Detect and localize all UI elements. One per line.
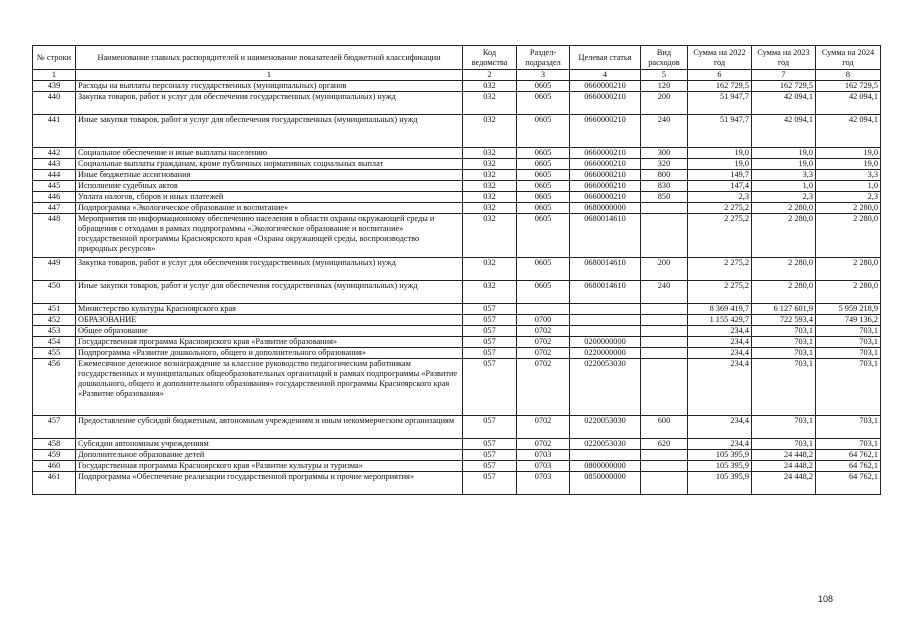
department-code: 032 xyxy=(463,159,517,170)
table-row xyxy=(33,439,881,450)
department-code: 057 xyxy=(463,416,517,439)
column-number-2: 2 xyxy=(463,70,517,81)
department-code: 057 xyxy=(463,450,517,461)
table-row xyxy=(33,472,881,495)
sum-2023: 24 448,2 xyxy=(752,450,816,461)
row-name: ОБРАЗОВАНИЕ xyxy=(76,315,463,326)
expense-type-code xyxy=(641,315,688,326)
row-name: Министерство культуры Красноярского края xyxy=(76,304,463,315)
sum-2023: 722 593,4 xyxy=(752,315,816,326)
sum-2023: 703,1 xyxy=(752,348,816,359)
sum-2022: 149,7 xyxy=(688,170,752,181)
sum-2023: 703,1 xyxy=(752,439,816,450)
sum-2023: 42 094,1 xyxy=(752,115,816,148)
sum-2024: 42 094,1 xyxy=(816,115,881,148)
row-name: Государственная программа Красноярского края «Развитие образования» xyxy=(76,337,463,348)
row-number: 458 xyxy=(33,439,76,450)
table-row xyxy=(33,159,881,170)
header-row xyxy=(33,46,881,70)
target-item-code: 0850000000 xyxy=(570,472,641,495)
row-number: 451 xyxy=(33,304,76,315)
row-name: Общее образование xyxy=(76,326,463,337)
row-number: 441 xyxy=(33,115,76,148)
section-code: 0702 xyxy=(517,348,570,359)
sum-2024: 2 280,0 xyxy=(816,203,881,214)
row-number: 448 xyxy=(33,214,76,258)
expense-type-code: 600 xyxy=(641,416,688,439)
target-item-code xyxy=(570,326,641,337)
table-row xyxy=(33,359,881,416)
sum-2024: 2,3 xyxy=(816,192,881,203)
section-code: 0605 xyxy=(517,203,570,214)
table-row xyxy=(33,258,881,281)
row-number: 454 xyxy=(33,337,76,348)
sum-2024: 19,0 xyxy=(816,148,881,159)
sum-2024: 3,3 xyxy=(816,170,881,181)
sum-2022: 19,0 xyxy=(688,159,752,170)
row-name: Мероприятия по информационному обеспечению населения в области охраны окружающей среды и обращения с отходами в рамках подпрограммы «Экологическое образование и воспитание» государственной программы Красноярского края «Охрана окружающей среды, воспроизводство природных ресурсов» xyxy=(76,214,463,258)
sum-2022: 2 275,2 xyxy=(688,258,752,281)
expense-type-code: 200 xyxy=(641,92,688,115)
row-number: 460 xyxy=(33,461,76,472)
table-row xyxy=(33,214,881,258)
table-row xyxy=(33,192,881,203)
sum-2023: 3,3 xyxy=(752,170,816,181)
header-section: Раздел-подраздел xyxy=(517,46,570,70)
row-number: 449 xyxy=(33,258,76,281)
sum-2022: 105 395,9 xyxy=(688,472,752,495)
department-code: 032 xyxy=(463,281,517,304)
row-name: Подпрограмма «Экологическое образование и воспитание» xyxy=(76,203,463,214)
row-number: 452 xyxy=(33,315,76,326)
target-item-code: 0660000210 xyxy=(570,92,641,115)
sum-2023: 2 280,0 xyxy=(752,258,816,281)
expense-type-code: 850 xyxy=(641,192,688,203)
target-item-code xyxy=(570,450,641,461)
sum-2024: 2 280,0 xyxy=(816,258,881,281)
row-number: 440 xyxy=(33,92,76,115)
sum-2023: 19,0 xyxy=(752,159,816,170)
target-item-code: 0680000000 xyxy=(570,203,641,214)
sum-2023: 703,1 xyxy=(752,416,816,439)
header-target-item: Целевая статья xyxy=(570,46,641,70)
department-code: 057 xyxy=(463,359,517,416)
sum-2024: 703,1 xyxy=(816,337,881,348)
sum-2023: 703,1 xyxy=(752,359,816,416)
department-code: 032 xyxy=(463,181,517,192)
expense-type-code xyxy=(641,203,688,214)
section-code: 0605 xyxy=(517,81,570,92)
expense-type-code: 300 xyxy=(641,148,688,159)
department-code: 032 xyxy=(463,170,517,181)
department-code: 057 xyxy=(463,315,517,326)
sum-2024: 162 729,5 xyxy=(816,81,881,92)
row-name: Закупка товаров, работ и услуг для обеспечения государственных (муниципальных) нужд xyxy=(76,258,463,281)
row-number: 447 xyxy=(33,203,76,214)
sum-2022: 147,4 xyxy=(688,181,752,192)
header-sum-2024: Сумма на 2024 год xyxy=(816,46,881,70)
section-code: 0700 xyxy=(517,315,570,326)
column-number-3: 3 xyxy=(517,70,570,81)
row-name: Субсидии автономным учреждениям xyxy=(76,439,463,450)
table-row xyxy=(33,416,881,439)
header-department-code: Код ведомства xyxy=(463,46,517,70)
section-code: 0605 xyxy=(517,281,570,304)
department-code: 057 xyxy=(463,439,517,450)
sum-2022: 105 395,9 xyxy=(688,450,752,461)
sum-2022: 234,4 xyxy=(688,348,752,359)
page-number: 108 xyxy=(818,594,834,604)
sum-2022: 19,0 xyxy=(688,148,752,159)
section-code: 0605 xyxy=(517,92,570,115)
expense-type-code: 240 xyxy=(641,115,688,148)
sum-2024: 42 094,1 xyxy=(816,92,881,115)
sum-2024: 19,0 xyxy=(816,159,881,170)
expense-type-code xyxy=(641,450,688,461)
row-name: Подпрограмма «Развитие дошкольного, общего и дополнительного образования» xyxy=(76,348,463,359)
department-code: 057 xyxy=(463,348,517,359)
expense-type-code xyxy=(641,472,688,495)
header-name: Наименование главных распорядителей и наименование показателей бюджетной классификации xyxy=(76,46,463,70)
row-name: Государственная программа Красноярского края «Развитие культуры и туризма» xyxy=(76,461,463,472)
header-sum-2022: Сумма на 2022 год xyxy=(688,46,752,70)
sum-2022: 234,4 xyxy=(688,337,752,348)
sum-2024: 5 959 218,9 xyxy=(816,304,881,315)
expense-type-code: 120 xyxy=(641,81,688,92)
sum-2024: 64 762,1 xyxy=(816,461,881,472)
target-item-code: 0660000210 xyxy=(570,81,641,92)
sum-2022: 234,4 xyxy=(688,359,752,416)
expense-type-code xyxy=(641,304,688,315)
row-name: Закупка товаров, работ и услуг для обеспечения государственных (муниципальных) нужд xyxy=(76,92,463,115)
sum-2024: 703,1 xyxy=(816,439,881,450)
sum-2022: 51 947,7 xyxy=(688,115,752,148)
row-number: 443 xyxy=(33,159,76,170)
table-row xyxy=(33,92,881,115)
row-name: Социальные выплаты гражданам, кроме публичных нормативных социальных выплат xyxy=(76,159,463,170)
target-item-code: 0660000210 xyxy=(570,148,641,159)
sum-2024: 703,1 xyxy=(816,326,881,337)
table-row xyxy=(33,170,881,181)
table-row xyxy=(33,337,881,348)
target-item-code: 0660000210 xyxy=(570,192,641,203)
target-item-code: 0220000000 xyxy=(570,348,641,359)
target-item-code: 0660000210 xyxy=(570,159,641,170)
expense-type-code: 800 xyxy=(641,170,688,181)
expense-type-code xyxy=(641,337,688,348)
row-name: Предоставление субсидий бюджетным, автономным учреждениям и иным некоммерческим организациям xyxy=(76,416,463,439)
table-row xyxy=(33,326,881,337)
sum-2022: 234,4 xyxy=(688,416,752,439)
department-code: 057 xyxy=(463,304,517,315)
row-number: 450 xyxy=(33,281,76,304)
table-row xyxy=(33,181,881,192)
section-code: 0703 xyxy=(517,472,570,495)
row-name: Ежемесячное денежное вознаграждение за классное руководство педагогическим работникам государственных и муниципальных общеобразовательных организаций в рамках подпрограммы «Развитие дошкольного, общего и дополнительного образования» государственной программы Красноярского края «Развитие образования» xyxy=(76,359,463,416)
sum-2023: 703,1 xyxy=(752,337,816,348)
header-sum-2023: Сумма на 2023 год xyxy=(752,46,816,70)
target-item-code: 0660000210 xyxy=(570,181,641,192)
sum-2023: 24 448,2 xyxy=(752,472,816,495)
sum-2023: 19,0 xyxy=(752,148,816,159)
sum-2022: 51 947,7 xyxy=(688,92,752,115)
sum-2023: 162 729,5 xyxy=(752,81,816,92)
section-code: 0605 xyxy=(517,192,570,203)
section-code: 0702 xyxy=(517,416,570,439)
sum-2022: 8 369 419,7 xyxy=(688,304,752,315)
department-code: 032 xyxy=(463,214,517,258)
sum-2023: 2 280,0 xyxy=(752,214,816,258)
sum-2024: 64 762,1 xyxy=(816,472,881,495)
table-row xyxy=(33,304,881,315)
section-code: 0702 xyxy=(517,439,570,450)
sum-2023: 6 127 601,9 xyxy=(752,304,816,315)
department-code: 032 xyxy=(463,115,517,148)
sum-2024: 703,1 xyxy=(816,348,881,359)
sum-2022: 234,4 xyxy=(688,326,752,337)
sum-2023: 42 094,1 xyxy=(752,92,816,115)
sum-2022: 162 729,5 xyxy=(688,81,752,92)
header-expense-type: Вид расходов xyxy=(641,46,688,70)
target-item-code: 0680014610 xyxy=(570,281,641,304)
expense-type-code: 200 xyxy=(641,258,688,281)
column-number-7: 7 xyxy=(752,70,816,81)
sum-2022: 234,4 xyxy=(688,439,752,450)
expense-type-code xyxy=(641,348,688,359)
expense-type-code: 320 xyxy=(641,159,688,170)
section-code: 0605 xyxy=(517,170,570,181)
sum-2022: 2 275,2 xyxy=(688,203,752,214)
section-code: 0605 xyxy=(517,181,570,192)
row-number: 459 xyxy=(33,450,76,461)
target-item-code xyxy=(570,304,641,315)
sum-2022: 2,3 xyxy=(688,192,752,203)
department-code: 032 xyxy=(463,81,517,92)
table-row xyxy=(33,281,881,304)
section-code: 0605 xyxy=(517,115,570,148)
table-row xyxy=(33,115,881,148)
target-item-code: 0680014610 xyxy=(570,258,641,281)
column-number-6: 6 xyxy=(688,70,752,81)
column-number-1: 1 xyxy=(33,70,76,81)
column-numbers-row xyxy=(33,70,881,81)
department-code: 057 xyxy=(463,461,517,472)
expense-type-code xyxy=(641,461,688,472)
column-number-4: 4 xyxy=(570,70,641,81)
sum-2024: 64 762,1 xyxy=(816,450,881,461)
row-name: Иные закупки товаров, работ и услуг для обеспечения государственных (муниципальных) нужд xyxy=(76,115,463,148)
section-code: 0605 xyxy=(517,214,570,258)
row-number: 453 xyxy=(33,326,76,337)
section-code: 0605 xyxy=(517,159,570,170)
sum-2024: 703,1 xyxy=(816,359,881,416)
expense-type-code: 830 xyxy=(641,181,688,192)
table-row xyxy=(33,315,881,326)
section-code: 0702 xyxy=(517,337,570,348)
expense-type-code xyxy=(641,359,688,416)
target-item-code: 0660000210 xyxy=(570,115,641,148)
expense-type-code xyxy=(641,214,688,258)
sum-2024: 1,0 xyxy=(816,181,881,192)
department-code: 057 xyxy=(463,472,517,495)
row-number: 446 xyxy=(33,192,76,203)
table-row xyxy=(33,450,881,461)
department-code: 057 xyxy=(463,326,517,337)
table-body xyxy=(33,81,881,495)
department-code: 057 xyxy=(463,337,517,348)
table-row xyxy=(33,348,881,359)
department-code: 032 xyxy=(463,203,517,214)
section-code: 0605 xyxy=(517,258,570,281)
section-code: 0702 xyxy=(517,326,570,337)
expense-type-code: 620 xyxy=(641,439,688,450)
sum-2023: 2 280,0 xyxy=(752,203,816,214)
expense-type-code xyxy=(641,326,688,337)
sum-2023: 2 280,0 xyxy=(752,281,816,304)
row-name: Расходы на выплаты персоналу государственных (муниципальных) органов xyxy=(76,81,463,92)
target-item-code: 0220053030 xyxy=(570,359,641,416)
column-number-5: 5 xyxy=(641,70,688,81)
sum-2022: 105 395,9 xyxy=(688,461,752,472)
row-number: 445 xyxy=(33,181,76,192)
row-name: Иные бюджетные ассигнования xyxy=(76,170,463,181)
section-code: 0703 xyxy=(517,461,570,472)
sum-2024: 749 136,2 xyxy=(816,315,881,326)
row-number: 457 xyxy=(33,416,76,439)
row-number: 444 xyxy=(33,170,76,181)
target-item-code: 0800000000 xyxy=(570,461,641,472)
sum-2023: 1,0 xyxy=(752,181,816,192)
row-number: 455 xyxy=(33,348,76,359)
sum-2022: 2 275,2 xyxy=(688,214,752,258)
column-number-8: 8 xyxy=(816,70,881,81)
department-code: 032 xyxy=(463,192,517,203)
table-row xyxy=(33,81,881,92)
target-item-code xyxy=(570,315,641,326)
target-item-code: 0220053030 xyxy=(570,416,641,439)
target-item-code: 0220053030 xyxy=(570,439,641,450)
row-number: 456 xyxy=(33,359,76,416)
sum-2022: 1 155 429,7 xyxy=(688,315,752,326)
table-row xyxy=(33,148,881,159)
target-item-code: 0200000000 xyxy=(570,337,641,348)
target-item-code: 0680014610 xyxy=(570,214,641,258)
budget-table xyxy=(32,45,881,495)
row-name: Иные закупки товаров, работ и услуг для обеспечения государственных (муниципальных) нужд xyxy=(76,281,463,304)
sum-2024: 2 280,0 xyxy=(816,281,881,304)
row-name: Исполнение судебных актов xyxy=(76,181,463,192)
section-code xyxy=(517,304,570,315)
row-name: Дополнительное образование детей xyxy=(76,450,463,461)
target-item-code: 0660000210 xyxy=(570,170,641,181)
section-code: 0605 xyxy=(517,148,570,159)
column-number-1b: 1 xyxy=(76,70,463,81)
header-row-number: № строки xyxy=(33,46,76,70)
department-code: 032 xyxy=(463,148,517,159)
sum-2024: 703,1 xyxy=(816,416,881,439)
section-code: 0703 xyxy=(517,450,570,461)
department-code: 032 xyxy=(463,92,517,115)
row-number: 439 xyxy=(33,81,76,92)
sum-2023: 24 448,2 xyxy=(752,461,816,472)
row-name: Уплата налогов, сборов и иных платежей xyxy=(76,192,463,203)
expense-type-code: 240 xyxy=(641,281,688,304)
row-name: Подпрограмма «Обеспечение реализации государственной программы и прочие мероприятия» xyxy=(76,472,463,495)
table-row xyxy=(33,203,881,214)
section-code: 0702 xyxy=(517,359,570,416)
sum-2023: 703,1 xyxy=(752,326,816,337)
sum-2024: 2 280,0 xyxy=(816,214,881,258)
row-number: 442 xyxy=(33,148,76,159)
row-name: Социальное обеспечение и иные выплаты населению xyxy=(76,148,463,159)
table-row xyxy=(33,461,881,472)
department-code: 032 xyxy=(463,258,517,281)
sum-2023: 2,3 xyxy=(752,192,816,203)
row-number: 461 xyxy=(33,472,76,495)
sum-2022: 2 275,2 xyxy=(688,281,752,304)
